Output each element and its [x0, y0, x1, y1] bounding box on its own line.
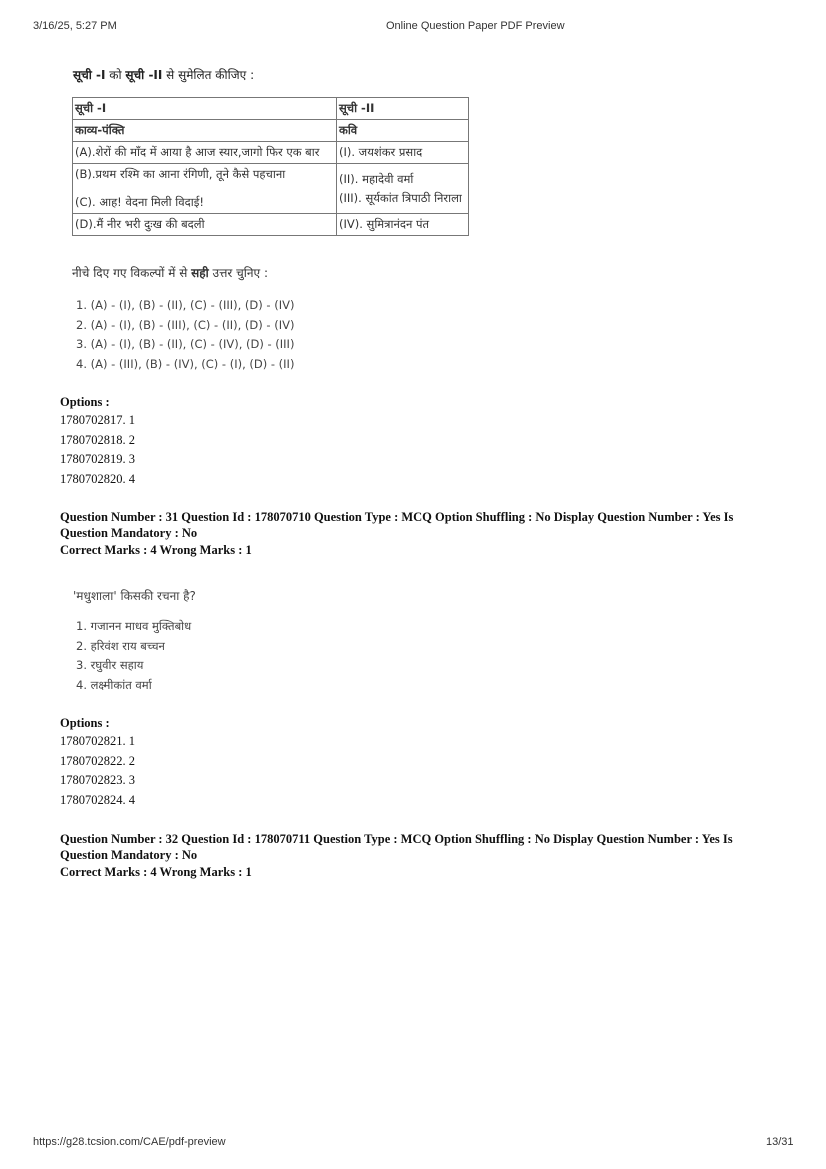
- answer-choice: 3. (A) - (I), (B) - (II), (C) - (IV), (D) - (III): [76, 337, 295, 351]
- option-id: 1780702817. 1: [60, 413, 135, 427]
- list-2-label: सूची -II: [125, 68, 163, 82]
- page-number: 13/31: [766, 1136, 794, 1148]
- table-subheader-cell: काव्य-पंक्ति: [73, 120, 337, 142]
- table-header-cell: सूची -II: [337, 98, 469, 120]
- match-instruction: [73, 66, 254, 83]
- table-row: [73, 98, 469, 120]
- option-id: 1780702819. 3: [60, 452, 135, 466]
- table-row: [73, 120, 469, 142]
- question-marks: Correct Marks : 4 Wrong Marks : 1: [60, 865, 252, 879]
- table-row: [73, 214, 469, 236]
- options-heading: Options :: [60, 716, 110, 730]
- answer-choices: [76, 296, 294, 374]
- option-id: 1780702821. 1: [60, 734, 135, 748]
- answer-choice: 4. (A) - (III), (B) - (IV), (C) - (I), (D) - (II): [76, 356, 295, 371]
- option-id: 1780702822. 2: [60, 753, 135, 768]
- table-header-cell: सूची -I: [73, 98, 337, 120]
- answer-choice: 1. (A) - (I), (B) - (II), (C) - (III), (D) - (IV): [76, 298, 295, 312]
- table-cell: (A).शेरों की माँद में आया है आज स्यार,जागो फिर एक बार: [73, 142, 337, 164]
- print-datetime: 3/16/25, 5:27 PM: [33, 20, 117, 32]
- table-cell: (I). जयशंकर प्रसाद: [337, 142, 469, 164]
- table-cell: [73, 164, 337, 214]
- instruction-text: से सुमेलित कीजिए :: [162, 68, 255, 82]
- table-cell: (D).मैं नीर भरी दुःख की बदली: [73, 214, 337, 236]
- answer-choice: 3. रघुवीर सहाय: [76, 658, 144, 672]
- table-cell: (IV). सुमित्रानंदन पंत: [337, 214, 469, 236]
- option-id: 1780702824. 4: [60, 792, 135, 807]
- table-cell-line: (C). आह! वेदना मिली विदाई!: [75, 195, 204, 209]
- emphasis-text: सही: [191, 266, 209, 280]
- question-meta: [60, 510, 760, 559]
- table-cell-line: (B).प्रथम रश्मि का आना रंगिणी, तूने कैसे पहचाना: [75, 167, 286, 181]
- list-1-label: सूची -I: [73, 68, 106, 82]
- option-id-list: [60, 732, 135, 810]
- instruction-text: को: [105, 68, 126, 82]
- instruction-text: उत्तर चुनिए :: [208, 266, 269, 280]
- answer-choice: 1. गजानन माधव मुक्तिबोध: [76, 619, 192, 633]
- table-cell-line: (II). महादेवी वर्मा: [339, 171, 414, 186]
- match-table: [72, 97, 469, 236]
- table-row: [73, 164, 469, 214]
- question-meta-line: Question Number : 31 Question Id : 178070710 Question Type : MCQ Option Shuffling : No Display Question Number : Yes Is Question Mandatory : No: [60, 510, 734, 540]
- question-stem: 'मधुशाला' किसकी रचना है?: [73, 589, 196, 603]
- table-row: [73, 142, 469, 164]
- question-meta: [60, 832, 760, 881]
- table-cell-line: (III). सूर्यकांत त्रिपाठी निराला: [339, 190, 462, 205]
- answer-choices: [76, 617, 191, 695]
- table-subheader-cell: कवि: [337, 120, 469, 142]
- option-id: 1780702820. 4: [60, 471, 135, 486]
- question-marks: Correct Marks : 4 Wrong Marks : 1: [60, 543, 252, 557]
- option-id: 1780702818. 2: [60, 432, 135, 447]
- option-id-list: [60, 411, 135, 489]
- table-cell: [337, 164, 469, 214]
- answer-choice: 2. हरिवंश राय बच्चन: [76, 638, 165, 653]
- answer-choice: 4. लक्ष्मीकांत वर्मा: [76, 677, 152, 692]
- question-meta-line: Question Number : 32 Question Id : 178070711 Question Type : MCQ Option Shuffling : No Display Question Number : Yes Is Question Mandatory : No: [60, 832, 733, 862]
- instruction-text: नीचे दिए गए विकल्पों में से: [72, 266, 192, 280]
- options-heading: Options :: [60, 395, 110, 409]
- print-url: https://g28.tcsion.com/CAE/pdf-preview: [33, 1136, 226, 1148]
- answer-choice: 2. (A) - (I), (B) - (III), (C) - (II), (D) - (IV): [76, 317, 295, 332]
- print-title: Online Question Paper PDF Preview: [386, 20, 565, 32]
- option-id: 1780702823. 3: [60, 773, 135, 787]
- choose-instruction: [72, 264, 268, 281]
